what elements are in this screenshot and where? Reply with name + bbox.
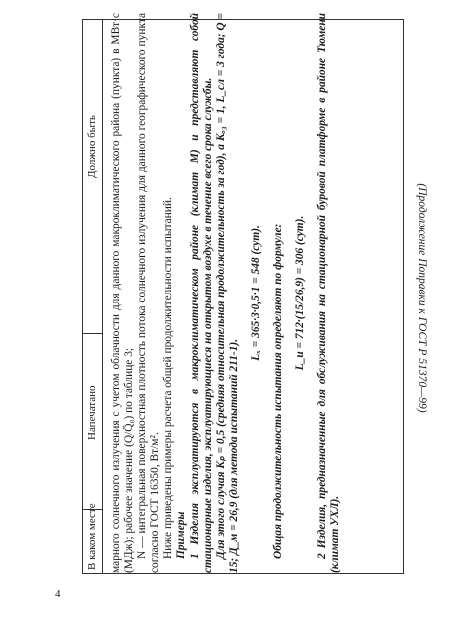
column-header-should-be: Должно быть [86, 115, 98, 178]
paragraph-solar-radiation: марного солнечного излучения с учетом облачности для данного макроклиматического района (пункта) в МВт·с (МДж); рабочее значение (Q/Q̄₀) по таблице 3; [110, 13, 136, 573]
paragraph-total-duration: Общая продолжительность испытания определяют по формуле: [272, 223, 285, 559]
examples-title: Примеры [175, 511, 188, 559]
correction-text-block [82, 13, 404, 573]
paragraph-examples-intro: Ниже приведены примеры расчета общей продолжительности испытаний. [162, 197, 175, 559]
example-2-text: 2 Изделия, предназначенные для обслуживания на стационарной буровой платформе в районе Тюмени (климат УХЛ). [316, 13, 342, 573]
table-bottom-rule [82, 573, 404, 574]
paragraph-n-definition: N — интегральная поверхностная плотность потока солнечного излучения для данного географического пункта согласно ГОСТ 16350, Вт/м². [136, 13, 162, 573]
formula-2: L_и = 712·(15/26,9) = 306 (сут). [294, 215, 307, 371]
running-header: (Продолжение Поправки к ГОСТ Р 51370—99) [416, 183, 428, 413]
formula-1: Lₓ = 365·3·0,5·1 = 548 (сут). [249, 225, 262, 361]
example-1-text: 1 Изделия эксплуатируются в макроклиматическом районе (климат М) и представляют собой стационарные изделия, эксплуатирующиеся на открытом воздухе в течение всего срока службы. [188, 13, 214, 573]
example-1-parameters: Для этого случая Kₚ = 0,5 (средняя относительная продолжительность за год), а Kₒ₃ = 1, L_cл = 3 года; Q = 15; Д_м = 26,9 (для метода испытаний 211-1). [214, 13, 240, 573]
column-header-where: В каком месте [86, 503, 98, 570]
page-number: 4 [55, 588, 61, 600]
column-header-printed: Напечатано [86, 385, 98, 440]
